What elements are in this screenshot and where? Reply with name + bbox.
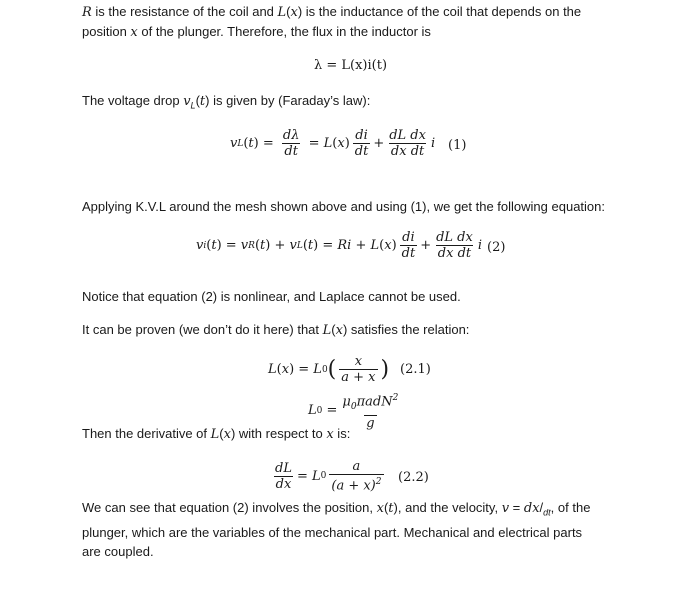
equation-2-1-tag: (2.1) (400, 362, 431, 377)
equation-2-2-tag: (2.2) (398, 470, 429, 485)
paragraph-coupled: We can see that equation (2) involves the position, x(t), and the velocity, $v = dx/_{dt}$, of the plunger, which are the variables of the mechanical part. Mechanical and electrical parts are coupled. (82, 500, 591, 559)
flux-equation: λ = L(x)i(t) (314, 58, 388, 73)
faraday-equation: v L ( t ) = $\frac{d\lambda}{dt}$ = L ( x ) $\frac{di}{dt}$ + $\frac{\text{dL dx}}{\text{dx dt}}$ i (230, 128, 436, 159)
paragraph-derivative: Then the derivative of L(x) with respect to x is: (82, 426, 351, 442)
kvl-equation: v i ( t ) = v R ( t ) + v L ( t ) = Ri + L ( x ) $\frac{di}{dt}$ + $\frac{\text{dL dx}}{\text{dx dt}}$ i (196, 230, 483, 261)
derivative-equation: $\frac{dL}{dx}$ = L 0 $\frac{a}{(a + x)^2}$ (275, 459, 382, 494)
paragraph-proven: It can be proven (we don’t do it here) that L(x) satisfies the relation: (82, 322, 470, 338)
equation-2-tag: (2) (487, 240, 506, 255)
paragraph-kvl: Applying K.V.L around the mesh shown above and using (1), we get the following equation: (82, 199, 605, 214)
l0-equation: L 0 = $\frac{\mu_0\pi adN^2}{g}$ (308, 393, 399, 431)
inductance-equation: L ( x ) = L 0 ( $\frac{x}{a + x}$ ) (268, 354, 390, 385)
paragraph-resistance-inductance: R is the resistance of the coil and L(x) is the inductance of the coil that depends on the position x of the plunger. Therefore, the flux in the inductor is (82, 4, 582, 40)
paragraph-nonlinear: Notice that equation (2) is nonlinear, and Laplace cannot be used. (82, 289, 461, 304)
paragraph-voltage-drop: The voltage drop $v_L(t)$ is given by (Faraday’s law): (82, 93, 371, 111)
equation-1-tag: (1) (448, 138, 467, 153)
